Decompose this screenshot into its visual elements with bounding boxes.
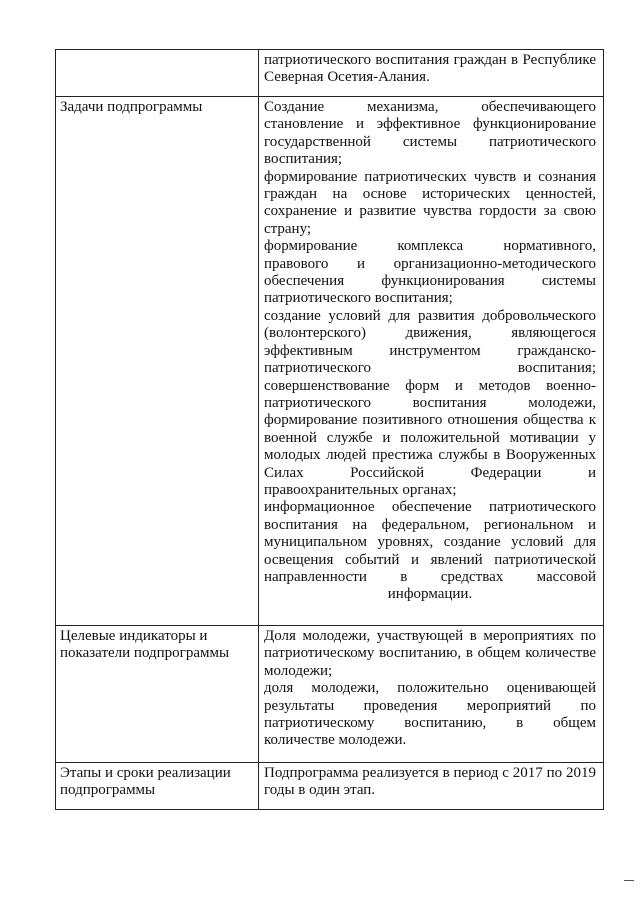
text-line: патриотического воспитания; bbox=[264, 360, 596, 377]
text-line: информации. bbox=[387, 586, 473, 603]
row-content-cell bbox=[259, 763, 604, 810]
scan-mark bbox=[624, 880, 634, 881]
text-line: количестве молодежи. bbox=[264, 732, 407, 749]
text-line: патриотическому воспитанию, в общем bbox=[264, 715, 596, 732]
text-line: воспитания; bbox=[264, 151, 343, 168]
text-line: Подпрограмма реализуется в период с 2017 по 2019 bbox=[264, 765, 596, 781]
text-line: граждан на основе исторических ценностей, bbox=[264, 186, 596, 203]
text-line: формирование позитивного отношения общества к bbox=[264, 412, 596, 429]
row-label-cell: Этапы и сроки реализации подпрограммы bbox=[56, 763, 259, 810]
text-line: совершенствование форм и методов военно- bbox=[264, 377, 596, 394]
text-line: Северная Осетия-Алания. bbox=[264, 69, 430, 86]
text-line: молодежи; bbox=[264, 662, 333, 679]
text-line: патриотического воспитания молодежи, bbox=[264, 394, 596, 411]
text-line: правового и организационно-методического bbox=[264, 255, 596, 272]
text-line: доля молодежи, положительно оценивающей bbox=[264, 680, 596, 697]
text-line: эффективным инструментом гражданско- bbox=[264, 342, 596, 359]
row-content-cell bbox=[259, 97, 604, 626]
text-line: сохранение и развитие чувства гордости за свою bbox=[264, 203, 596, 220]
row-content-cell bbox=[259, 626, 604, 763]
row-label-cell: Задачи подпрограммы bbox=[56, 97, 259, 626]
text-line: обеспечения функционирования системы bbox=[264, 273, 596, 290]
program-passport-table bbox=[55, 49, 604, 810]
text-line: Доля молодежи, участвующей в мероприятиях по bbox=[264, 628, 596, 644]
text-line: Создание механизма, обеспечивающего bbox=[264, 99, 596, 115]
text-line: страну; bbox=[264, 220, 312, 237]
table-row bbox=[56, 50, 604, 97]
text-line: информационное обеспечение патриотического bbox=[264, 499, 596, 516]
text-line: воспитания на федеральном, региональном и bbox=[264, 516, 596, 533]
row-label-cell bbox=[56, 50, 259, 97]
text-line: правоохранительных органах; bbox=[264, 481, 457, 498]
text-line: формирование патриотических чувств и сознания bbox=[264, 168, 596, 185]
table-row bbox=[56, 97, 604, 626]
text-line: направленности в средствах массовой bbox=[264, 568, 596, 585]
text-line: формирование комплекса нормативного, bbox=[264, 238, 596, 255]
text-line: (волонтерского) движения, являющегося bbox=[264, 325, 596, 342]
text-line: патриотическому воспитанию, в общем количестве bbox=[264, 645, 596, 662]
text-line: муниципальном уровнях, создание условий для bbox=[264, 534, 596, 551]
text-line: государственной системы патриотического bbox=[264, 133, 596, 150]
text-line: создание условий для развития добровольческого bbox=[264, 307, 596, 324]
table-row bbox=[56, 763, 604, 810]
text-line: освещения событий и явлений патриотической bbox=[264, 551, 596, 568]
text-line: патриотического воспитания граждан в Республике bbox=[264, 52, 596, 68]
text-line: патриотического воспитания; bbox=[264, 290, 453, 307]
text-line: годы в один этап. bbox=[264, 782, 376, 799]
text-line: военной службе и положительной мотивации у bbox=[264, 429, 596, 446]
text-line: результаты проведения мероприятий по bbox=[264, 697, 596, 714]
table-row bbox=[56, 626, 604, 763]
row-content-cell bbox=[259, 50, 604, 97]
row-label-cell: Целевые индикаторы и показатели подпрограммы bbox=[56, 626, 259, 763]
text-line: становление и эффективное функционирование bbox=[264, 116, 596, 133]
text-line: молодых людей престижа службы в Вооруженных bbox=[264, 447, 596, 464]
text-line: Силах Российской Федерации и bbox=[264, 464, 596, 481]
